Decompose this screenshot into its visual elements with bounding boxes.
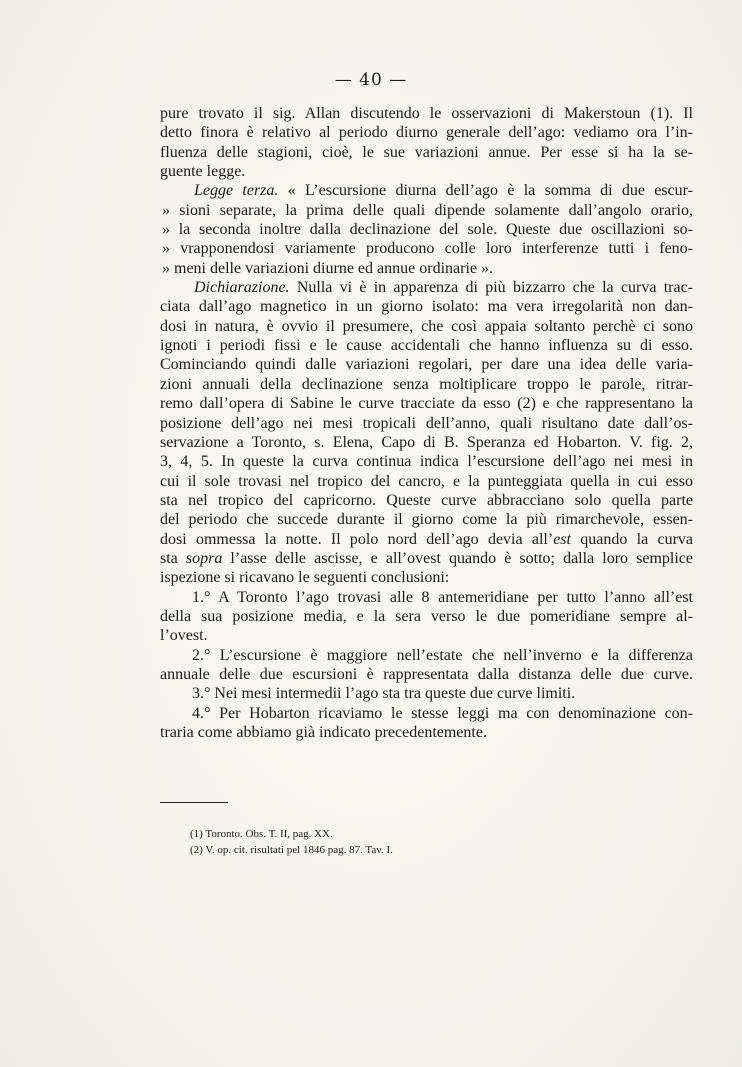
conclusion-1-line: 1.° A Toronto l’ago trovasi alle 8 antemeridiane per tutto l’anno all’est (192, 588, 693, 606)
declaration-heading-line: Dichiarazione. Nulla vi è in apparenza di più bizzarro che la curva trac- (194, 279, 693, 297)
text-line: servazione a Toronto, s. Elena, Capo di B. Speranza ed Hobarton. V. fig. 2, (160, 433, 693, 451)
text-line: sta sopra l’asse delle ascisse, e all’ovest quando è sotto; dalla loro semplice (160, 549, 693, 567)
text-line: Cominciando quindi dalle variazioni regolari, per dare una idea delle varia- (160, 356, 693, 374)
text-line: sta nel tropico del capricorno. Queste curve abbracciano solo quella parte (160, 491, 693, 509)
law-text-line: » sioni separate, la prima delle quali dipende solamente dall’angolo orario, (162, 201, 693, 219)
text-line: ispezione si ricavano le seguenti conclusioni: (160, 569, 450, 587)
conclusion-3-line: 3.° Nei mesi intermedii l’ago sta tra queste due curve limiti. (192, 685, 576, 703)
footnote-2: (2) V. op. cit. risultati pel 1846 pag. 87. Tav. I. (190, 844, 393, 856)
text-line: della sua posizione media, e la sera verso le due pomeridiane sempre al- (160, 607, 693, 625)
text-line: guente legge. (160, 163, 246, 181)
text-line: dosi in natura, è ovvio il presumere, che così appaia soltanto perchè ci sono (160, 317, 693, 335)
conclusion-2-line: 2.° L’escursione è maggiore nell’estate che nell’inverno e la differenza (192, 646, 693, 664)
text-line: pure trovato il sig. Allan discutendo le osservazioni di Makerstoun (1). Il (160, 105, 693, 122)
text-line: cui il sole trovasi nel tropico del cancro, e la punteggiata quella in cui esso (160, 472, 693, 490)
law-heading-line: Legge terza. « L’escursione diurna dell’ago è la somma di due escur- (194, 182, 693, 200)
law-title: Legge terza. (194, 182, 279, 200)
conclusion-4-line: 4.° Per Hobarton ricaviamo le stesse leggi ma con denominazione con- (192, 704, 693, 722)
text-line: ciata dall’ago magnetico in un giorno isolato: ma vera irregolarità non dan- (160, 298, 693, 316)
footnote-1: (1) Toronto. Obs. T. II, pag. XX. (190, 828, 333, 840)
footnote-divider (160, 802, 228, 803)
text-line: traria come abbiamo già indicato precedentemente. (160, 724, 487, 741)
page-number: — 40 — (334, 70, 408, 90)
text-line: remo dall’opera di Sabine le curve tracciate da esso (2) e che rappresentano la (160, 395, 693, 413)
text-line: fluenza delle stagioni, cioè, le sue variazioni annue. Per esse si ha la se- (160, 143, 693, 161)
text-line: zioni annuali della declinazione senza moltiplicare troppo le parole, ritrar- (160, 375, 693, 393)
body-text (160, 104, 693, 742)
text-line: del periodo che succede durante il giorno come la più rimarchevole, essen- (160, 511, 693, 529)
law-text-line: » la seconda inoltre dalla declinazione del sole. Queste due oscillazioni so- (162, 221, 693, 239)
text-line: annuale delle due escursioni è rappresentata dalla distanza delle due curve. (160, 665, 693, 683)
law-text-line: » meni delle variazioni diurne ed annue ordinarie ». (162, 259, 493, 277)
law-text-line: » vrapponendosi variamente producono colle loro interferenze tutti i feno- (162, 240, 693, 258)
text-line: ignoti i periodi fissi e le cause accidentali che hanno influenza su di esso. (160, 337, 693, 355)
text-line: dosi ommessa la notte. Il polo nord dell’ago devia all’est quando la curva (160, 530, 693, 548)
text-line: 3, 4, 5. In queste la curva continua indica l’escursione dell’ago nei mesi in (160, 453, 693, 471)
text-line: detto finora è relativo al periodo diurno generale dell’ago: vediamo ora l’in- (160, 124, 693, 142)
text-line: posizione dell’ago nei mesi tropicali dell’anno, quali risultano date dall’os- (160, 414, 693, 432)
text-line: l’ovest. (160, 627, 208, 645)
footnotes (190, 826, 393, 858)
declaration-title: Dichiarazione. (194, 279, 290, 297)
